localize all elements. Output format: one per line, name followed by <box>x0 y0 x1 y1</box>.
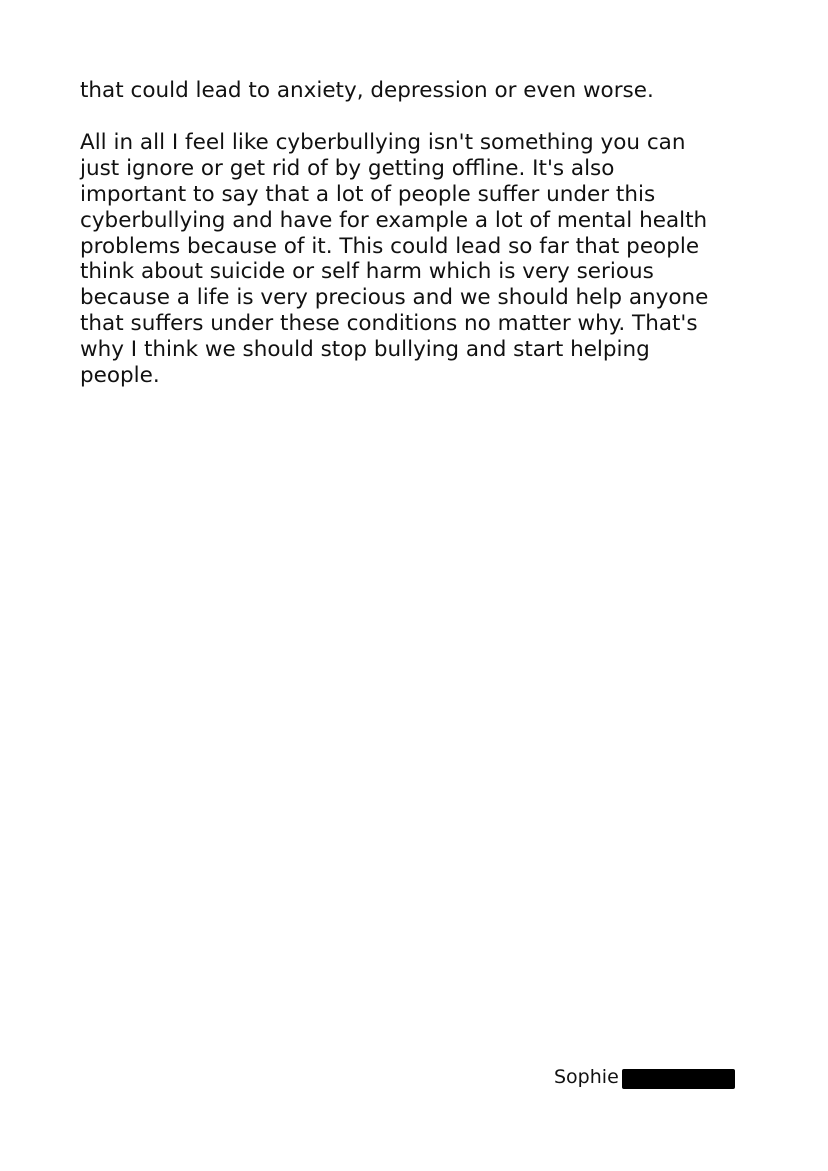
text-line: why I think we should stop bullying and start helping <box>80 337 650 363</box>
text-line: All in all I feel like cyberbullying isn't something you can <box>80 129 686 155</box>
text-line: cyberbullying and have for example a lot of mental health <box>80 207 708 233</box>
text-line: that could lead to anxiety, depression or even worse. <box>80 78 654 103</box>
paragraph-spacer <box>80 104 740 130</box>
text-line: people. <box>80 363 160 389</box>
text-line: important to say that a lot of people suffer under this <box>80 181 656 207</box>
document-body <box>80 78 740 389</box>
paragraph-2 <box>80 130 740 389</box>
text-line: think about suicide or self harm which is very serious <box>80 259 654 285</box>
signature <box>554 1064 735 1090</box>
redaction-bar <box>622 1069 735 1089</box>
text-line: problems because of it. This could lead so far that people <box>80 233 700 259</box>
text-line: that suffers under these conditions no matter why. That's <box>80 311 698 337</box>
signature-name: Sophie <box>554 1066 619 1088</box>
paragraph-1 <box>80 78 740 104</box>
text-line: just ignore or get rid of by getting offline. It's also <box>80 155 615 181</box>
text-line: because a life is very precious and we should help anyone <box>80 285 709 311</box>
